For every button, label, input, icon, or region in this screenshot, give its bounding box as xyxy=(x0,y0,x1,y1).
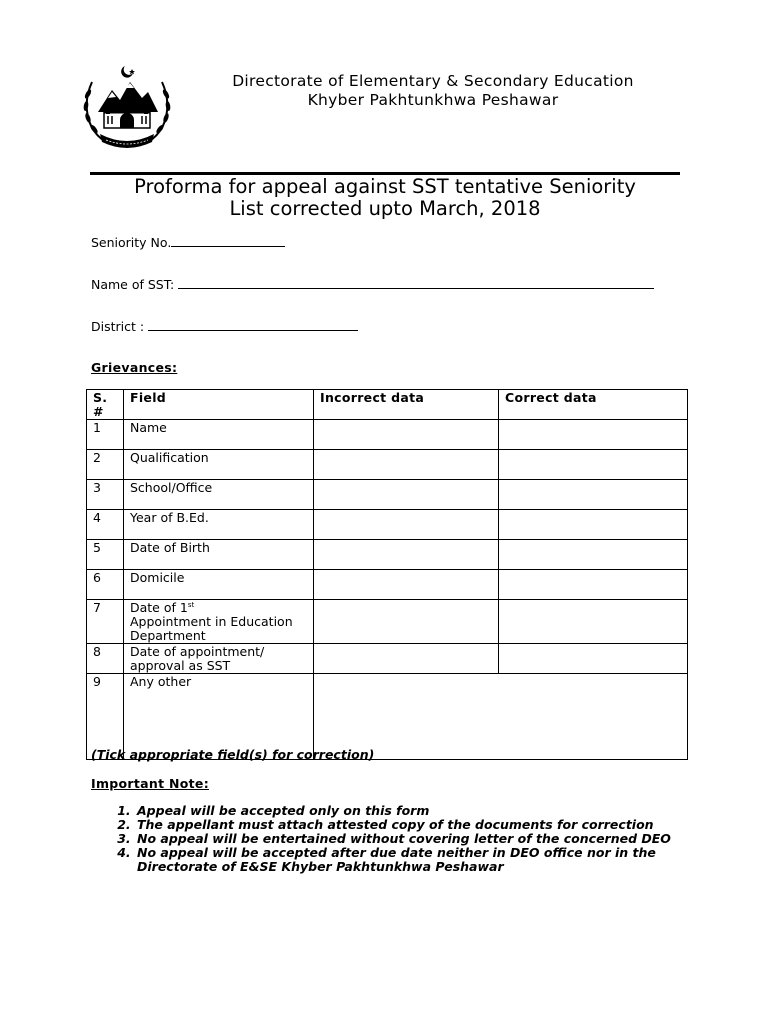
correct-data-cell[interactable] xyxy=(499,510,688,540)
incorrect-data-cell[interactable] xyxy=(314,450,499,480)
important-notes-list xyxy=(91,804,681,874)
incorrect-data-cell[interactable] xyxy=(314,644,499,674)
ordinal-suffix: st xyxy=(187,600,195,609)
row-number: 5 xyxy=(87,540,124,570)
correct-data-cell[interactable] xyxy=(499,420,688,450)
note-item: 2. The appellant must attach attested copy of the documents for correction xyxy=(135,818,681,832)
title-line-2: List corrected upto March, 2018 xyxy=(229,197,541,220)
incorrect-data-cell[interactable] xyxy=(314,600,499,644)
row-field: Name xyxy=(124,420,314,450)
seniority-blank[interactable] xyxy=(171,233,285,247)
grievances-heading: Grievances: xyxy=(91,360,178,375)
header-serial: S. # xyxy=(87,390,124,420)
row-number: 3 xyxy=(87,480,124,510)
table-row xyxy=(87,644,688,674)
name-field xyxy=(91,275,654,292)
kp-emblem-logo xyxy=(78,64,176,150)
note-item: 1. Appeal will be accepted only on this form xyxy=(135,804,681,818)
name-label: Name of SST: xyxy=(91,277,179,292)
header-field: Field xyxy=(124,390,314,420)
incorrect-data-cell[interactable] xyxy=(314,480,499,510)
page-title xyxy=(90,176,680,220)
directorate-header xyxy=(188,72,678,110)
incorrect-data-cell[interactable] xyxy=(314,540,499,570)
correct-data-cell[interactable] xyxy=(499,600,688,644)
row-number: 8 xyxy=(87,644,124,674)
important-note-heading: Important Note: xyxy=(91,776,210,791)
district-field xyxy=(91,317,358,334)
row-field: School/Office xyxy=(124,480,314,510)
table-header-row xyxy=(87,390,688,420)
correct-data-cell[interactable] xyxy=(499,450,688,480)
district-label: District : xyxy=(91,319,149,334)
header-incorrect-data: Incorrect data xyxy=(314,390,499,420)
row-number: 1 xyxy=(87,420,124,450)
row-field: Date of appointment/ approval as SST xyxy=(124,644,314,674)
header-correct-data: Correct data xyxy=(499,390,688,420)
correct-data-cell[interactable] xyxy=(499,570,688,600)
table-row xyxy=(87,600,688,644)
table-row xyxy=(87,480,688,510)
row-field: Date of Birth xyxy=(124,540,314,570)
table-row xyxy=(87,420,688,450)
table-row xyxy=(87,570,688,600)
table-row xyxy=(87,540,688,570)
row-field: Year of B.Ed. xyxy=(124,510,314,540)
correct-data-cell[interactable] xyxy=(499,540,688,570)
row-number: 6 xyxy=(87,570,124,600)
title-line-1: Proforma for appeal against SST tentative Seniority xyxy=(134,175,636,198)
correct-data-cell[interactable] xyxy=(499,480,688,510)
header-line-1: Directorate of Elementary & Secondary Education xyxy=(232,72,634,90)
header-line-2: Khyber Pakhtunkhwa Peshawar xyxy=(307,91,559,109)
row-field: Domicile xyxy=(124,570,314,600)
row-field-text-cont: Appointment in Education Department xyxy=(130,614,293,643)
row-number: 2 xyxy=(87,450,124,480)
row-field xyxy=(124,600,314,644)
note-item: 4. No appeal will be accepted after due date neither in DEO office nor in the Directorate of E&SE Khyber Pakhtunkhwa Peshawar xyxy=(135,846,681,874)
name-blank[interactable] xyxy=(178,275,654,289)
table-row xyxy=(87,510,688,540)
correct-data-cell[interactable] xyxy=(499,644,688,674)
seniority-label: Seniority No. xyxy=(91,235,172,250)
row-field: Any other xyxy=(124,674,314,760)
tick-instruction: (Tick appropriate field(s) for correction) xyxy=(91,747,375,762)
incorrect-data-cell[interactable] xyxy=(314,570,499,600)
note-item: 3. No appeal will be entertained without covering letter of the concerned DEO xyxy=(135,832,681,846)
grievances-table xyxy=(86,389,688,760)
table-row xyxy=(87,450,688,480)
incorrect-data-cell[interactable] xyxy=(314,420,499,450)
row-number: 4 xyxy=(87,510,124,540)
row-number: 7 xyxy=(87,600,124,644)
row-field-text: Date of 1 xyxy=(130,600,188,615)
row-number: 9 xyxy=(87,674,124,760)
incorrect-data-cell[interactable] xyxy=(314,510,499,540)
district-blank[interactable] xyxy=(148,317,358,331)
row-field: Qualification xyxy=(124,450,314,480)
seniority-field xyxy=(91,233,285,250)
